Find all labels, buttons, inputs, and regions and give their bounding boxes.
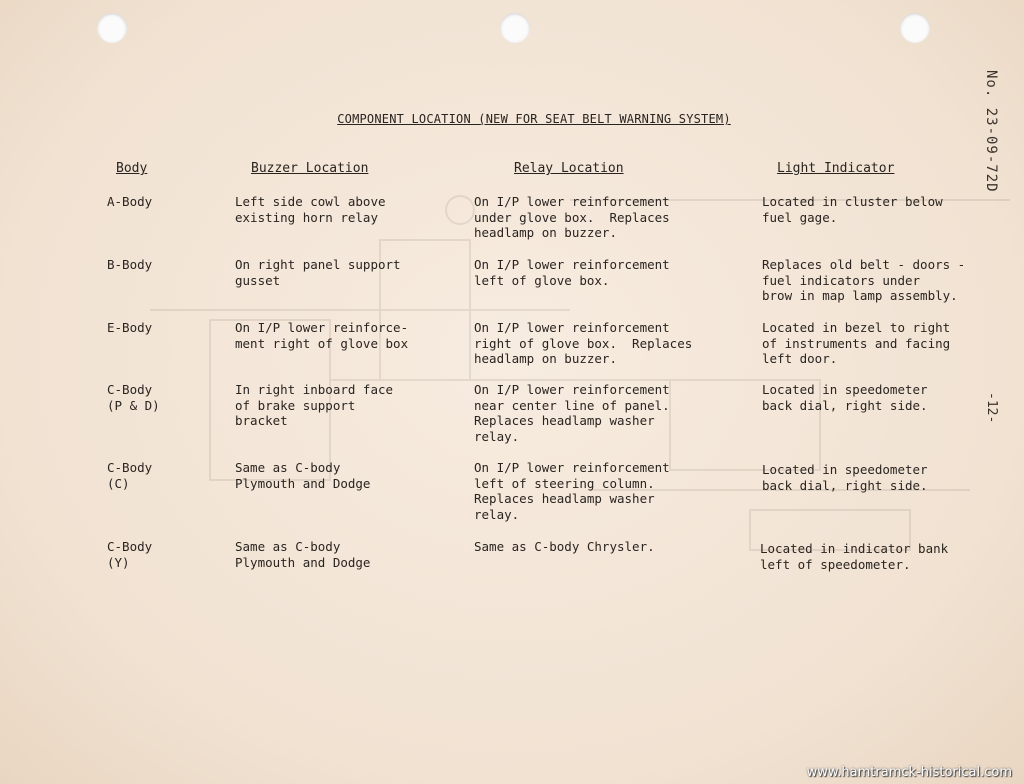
relay-cell: On I/P lower reinforcement near center line of panel. Replaces headlamp washer relay.	[474, 382, 670, 444]
body-cell: C-Body (Y)	[107, 539, 153, 570]
binder-hole-left	[97, 13, 127, 43]
relay-cell: On I/P lower reinforcement under glove box. Replaces headlamp on buzzer.	[474, 194, 670, 241]
buzzer-cell: Same as C-body Plymouth and Dodge	[235, 539, 371, 570]
light-cell: Located in indicator bank left of speedometer.	[760, 541, 949, 572]
relay-cell: On I/P lower reinforcement left of steering column. Replaces headlamp washer relay.	[474, 460, 670, 522]
document-title: COMPONENT LOCATION (NEW FOR SEAT BELT WARNING SYSTEM)	[337, 112, 731, 126]
website-watermark: www.hamtramck-historical.com	[806, 765, 1012, 780]
buzzer-cell: Same as C-body Plymouth and Dodge	[235, 460, 371, 491]
buzzer-cell: On I/P lower reinforce- ment right of glove box	[235, 320, 409, 351]
buzzer-cell: On right panel support gusset	[235, 257, 401, 288]
header-buzzer-location: Buzzer Location	[251, 161, 369, 176]
light-cell: Located in speedometer back dial, right side.	[762, 382, 928, 413]
light-cell: Located in cluster below fuel gage.	[762, 194, 943, 225]
relay-cell: Same as C-body Chrysler.	[474, 539, 655, 554]
header-body: Body	[116, 161, 148, 176]
document-number: No. 23-09-72D	[983, 70, 999, 193]
buzzer-cell: In right inboard face of brake support bracket	[235, 382, 394, 429]
body-cell: C-Body (P & D)	[107, 382, 160, 413]
body-cell: C-Body (C)	[107, 460, 153, 491]
page-number: -12-	[984, 392, 999, 424]
body-cell: E-Body	[107, 320, 153, 335]
body-cell: B-Body	[107, 257, 153, 272]
relay-cell: On I/P lower reinforcement right of glove box. Replaces headlamp on buzzer.	[474, 320, 693, 367]
body-cell: A-Body	[107, 194, 153, 209]
header-light-indicator: Light Indicator	[777, 161, 895, 176]
relay-cell: On I/P lower reinforcement left of glove box.	[474, 257, 670, 288]
binder-hole-right	[900, 13, 930, 43]
light-cell: Located in speedometer back dial, right side.	[762, 462, 928, 493]
light-cell: Replaces old belt - doors - fuel indicators under brow in map lamp assembly.	[762, 257, 966, 304]
buzzer-cell: Left side cowl above existing horn relay	[235, 194, 386, 225]
light-cell: Located in bezel to right of instruments and facing left door.	[762, 320, 951, 367]
header-relay-location: Relay Location	[514, 161, 624, 176]
binder-hole-center	[500, 13, 530, 43]
